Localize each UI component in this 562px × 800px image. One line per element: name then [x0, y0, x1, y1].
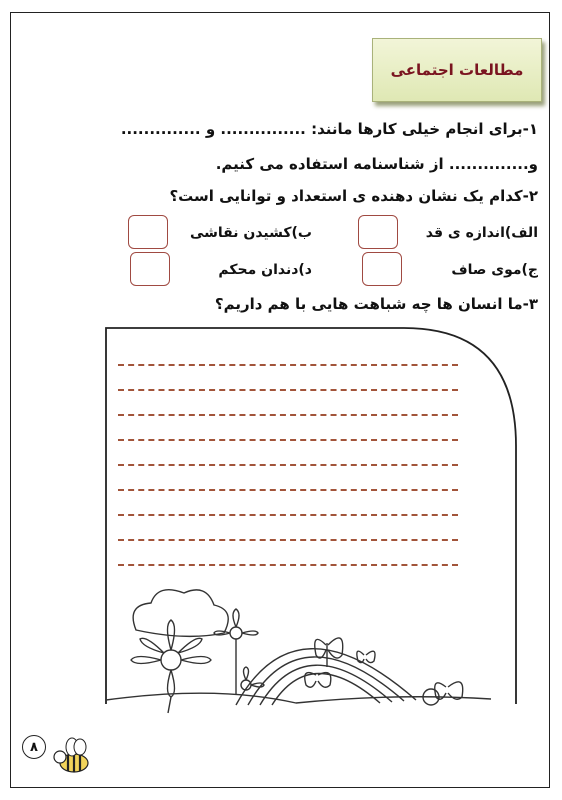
page-number: ۸	[22, 735, 46, 759]
question-2: ۲-کدام یک نشان دهنده ی استعداد و توانایی است؟	[169, 187, 538, 205]
option-a-label: الف)اندازه ی قد	[425, 225, 538, 241]
question-1-line-2: و.............. از شناسنامه استفاده می کنیم.	[215, 155, 538, 173]
answer-line[interactable]	[118, 439, 458, 441]
answer-line[interactable]	[118, 514, 458, 516]
answer-line[interactable]	[118, 539, 458, 541]
answer-line[interactable]	[118, 364, 458, 366]
answer-line[interactable]	[118, 389, 458, 391]
bee-icon	[50, 735, 92, 777]
title-box	[372, 38, 542, 102]
flower-icon	[131, 620, 211, 713]
option-c-checkbox[interactable]	[362, 252, 402, 286]
answer-line[interactable]	[118, 414, 458, 416]
question-1-line-1: ۱-برای انجام خیلی کارها مانند: ............... و ..............	[120, 120, 538, 138]
answer-line[interactable]	[118, 489, 458, 491]
option-d-checkbox[interactable]	[130, 252, 170, 286]
option-b-label: ب)کشیدن نقاشی	[189, 225, 312, 241]
option-d-label: د)دندان محکم	[218, 262, 312, 278]
answer-line[interactable]	[118, 564, 458, 566]
question-3: ۳-ما انسان ها چه شباهت هایی با هم داریم؟	[214, 295, 538, 313]
butterfly-icon	[423, 682, 463, 705]
cloud-icon	[133, 590, 228, 637]
option-b-checkbox[interactable]	[128, 215, 168, 249]
option-c-label: ج)موی صاف	[451, 262, 538, 278]
answer-line[interactable]	[118, 464, 458, 466]
option-a-checkbox[interactable]	[358, 215, 398, 249]
page-title: مطالعات اجتماعی	[390, 61, 524, 79]
nature-illustration	[96, 575, 496, 715]
